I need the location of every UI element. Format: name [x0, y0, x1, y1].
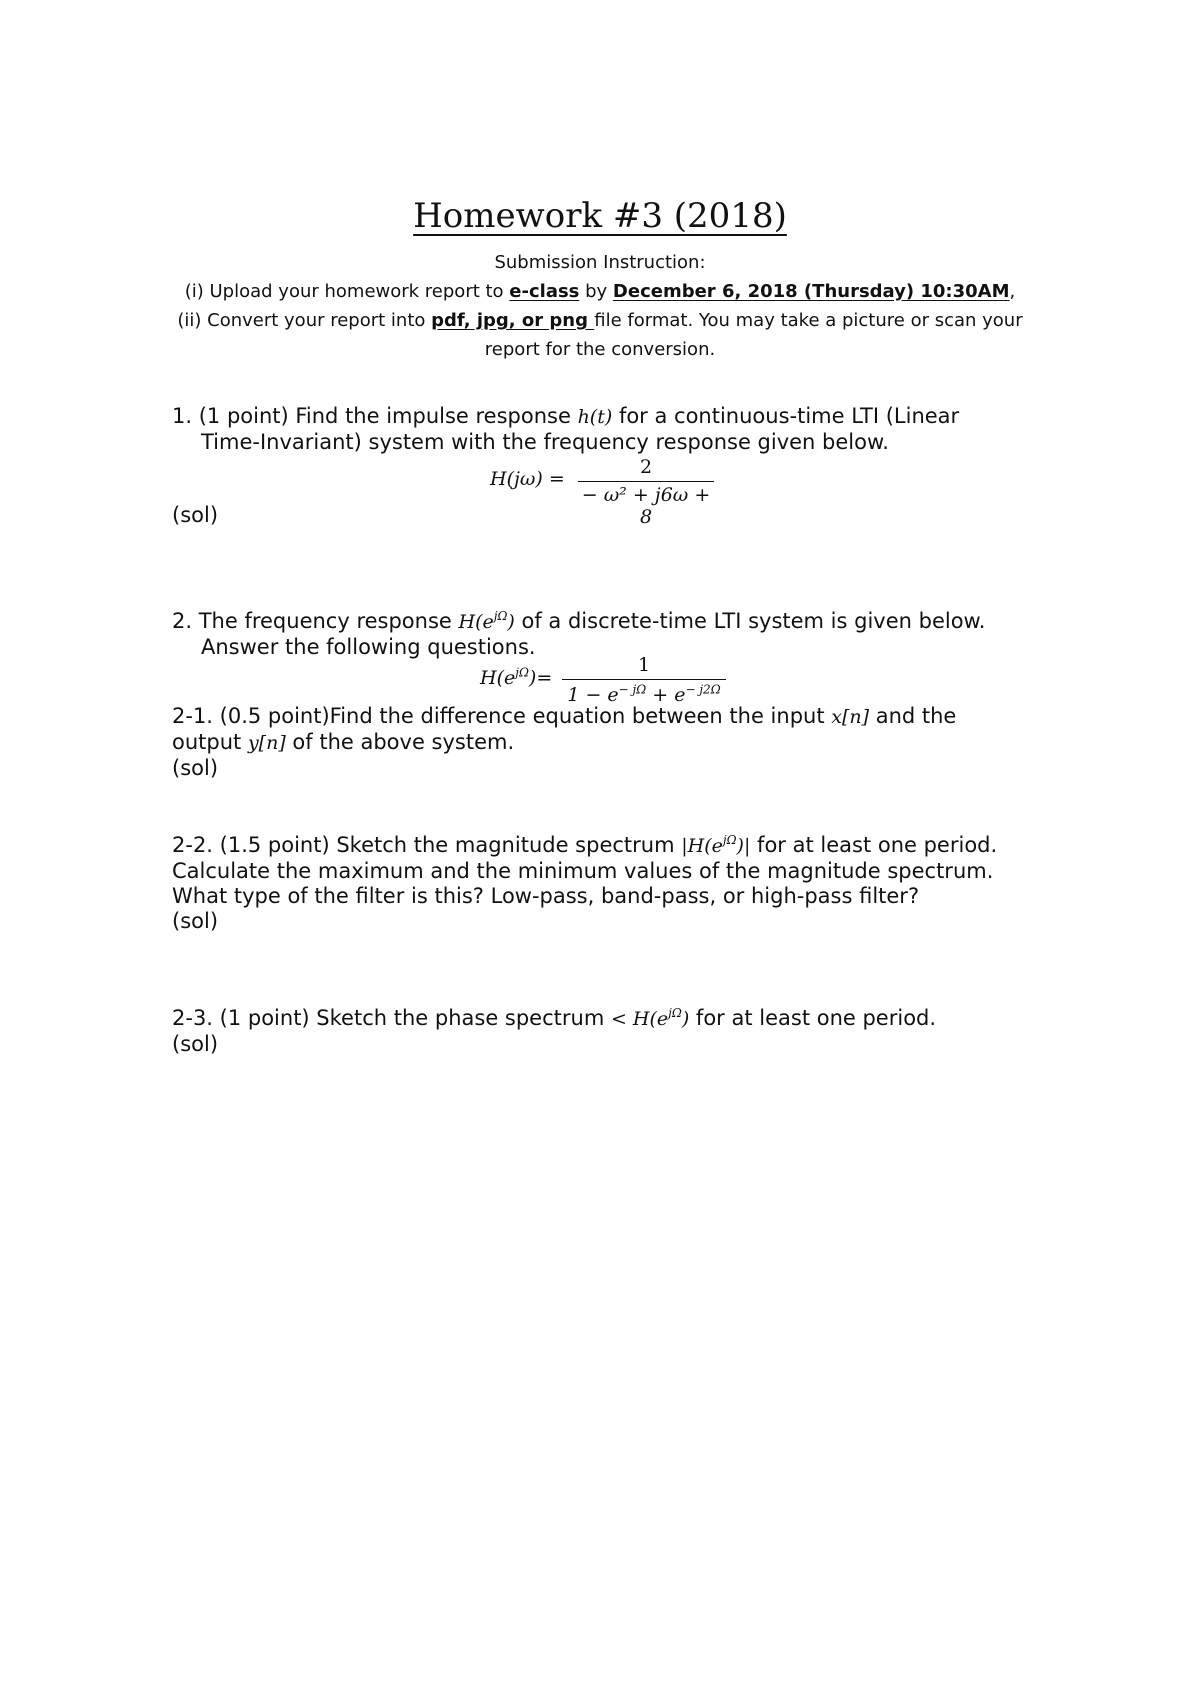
instruction-text: file format. You may take a picture or scan your [594, 310, 1023, 331]
question-2-2-text: 2-2. (1.5 point) Sketch the magnitude spectrum [172, 833, 682, 857]
equation-2-denominator: $1 - e^{- j\Omega} + e^{- j2\Omega}$ [567, 682, 721, 706]
instruction-line-1 [0, 281, 1200, 302]
solution-label-2-2: (sol) [172, 909, 219, 933]
question-2-2-text: What type of the filter is this? Low-pass, band-pass, or high-pass filter? [172, 884, 920, 908]
instruction-text: (i) Upload your homework report to [184, 281, 510, 302]
question-1-text: for a continuous-time LTI (Linear [612, 404, 960, 428]
question-2-text: Answer the following questions. [201, 635, 536, 659]
page-title [0, 196, 1200, 236]
instruction-heading: Submission Instruction: [494, 252, 706, 273]
phase-spectrum-symbol: < H(e [610, 1008, 669, 1030]
question-2-3-text: for at least one period. [689, 1006, 937, 1030]
instruction-line-2 [0, 310, 1200, 331]
instruction-text: , [1009, 281, 1016, 302]
file-formats: pdf, jpg, or png [431, 310, 595, 331]
question-2-1-text: of the above system. [285, 730, 515, 754]
question-2-1-text: 2-1. (0.5 point)Find the difference equation between the input [172, 704, 832, 728]
question-2-3-text: 2-3. (1 point) Sketch the phase spectrum [172, 1006, 611, 1030]
solution-label-1: (sol) [172, 503, 219, 527]
question-2-1-text: and the [869, 704, 957, 728]
title-text: Homework #3 (2018) [413, 196, 787, 236]
solution-label-2-1: (sol) [172, 756, 219, 780]
question-1 [172, 404, 1030, 455]
due-date: December 6, 2018 (Thursday) 10:30AM [612, 281, 1010, 302]
equation-2-lhs: $H(e^{j\Omega})=$ [480, 665, 553, 689]
question-2-2-text: Calculate the maximum and the minimum values of the magnitude spectrum. [172, 859, 994, 883]
question-2-1 [172, 704, 1030, 781]
question-2-text: of a discrete-time LTI system is given below. [514, 609, 986, 633]
magnitude-spectrum-symbol: |H(e [681, 835, 723, 857]
impulse-response-symbol: h(t) [577, 406, 613, 428]
equation-2-fraction [562, 654, 726, 706]
question-1-text: Time-Invariant) system with the frequency response given below. [201, 430, 889, 454]
question-2-2-text: for at least one period. [750, 833, 998, 857]
instruction-line-3: report for the conversion. [484, 339, 716, 360]
input-signal-symbol: x[n] [831, 706, 870, 728]
question-2-3: 2-3. (1 point) Sketch the phase spectrum < $H(e^{j\Omega})$ for at least one period. (sol) [172, 1006, 937, 1056]
eclass-link: e-class [509, 281, 580, 302]
equation-2-numerator: 1 [637, 654, 651, 676]
question-2: 2. The frequency response $H(e^{j\Omega})$ of a discrete-time LTI system is given below. Answer the following questions. [172, 604, 1030, 660]
question-2-1-text: output [172, 730, 248, 754]
equation-1-numerator: 2 [639, 456, 653, 478]
equation-1-lhs: H(jω) = [490, 468, 565, 490]
solution-label-2-3: (sol) [172, 1032, 219, 1056]
output-signal-symbol: y[n] [247, 732, 286, 754]
question-2-2: 2-2. (1.5 point) Sketch the magnitude spectrum $|H(e^{j\Omega})|$ for at least one period. Calculate the maximum and the minimum values of the magnitude spectrum. What type of the filter is this? Low-pass, band-pass, or high-pass filter? (sol) [172, 833, 998, 933]
equation-1-fraction [578, 456, 714, 528]
question-2-text: 2. The frequency response [172, 609, 459, 633]
instruction-text: by [579, 281, 613, 302]
frequency-response-symbol: H(e [458, 611, 494, 633]
instruction-text: (ii) Convert your report into [177, 310, 432, 331]
equation-1-denominator: − ω² + j6ω + 8 [581, 484, 711, 528]
question-1-text: 1. (1 point) Find the impulse response [172, 404, 578, 428]
